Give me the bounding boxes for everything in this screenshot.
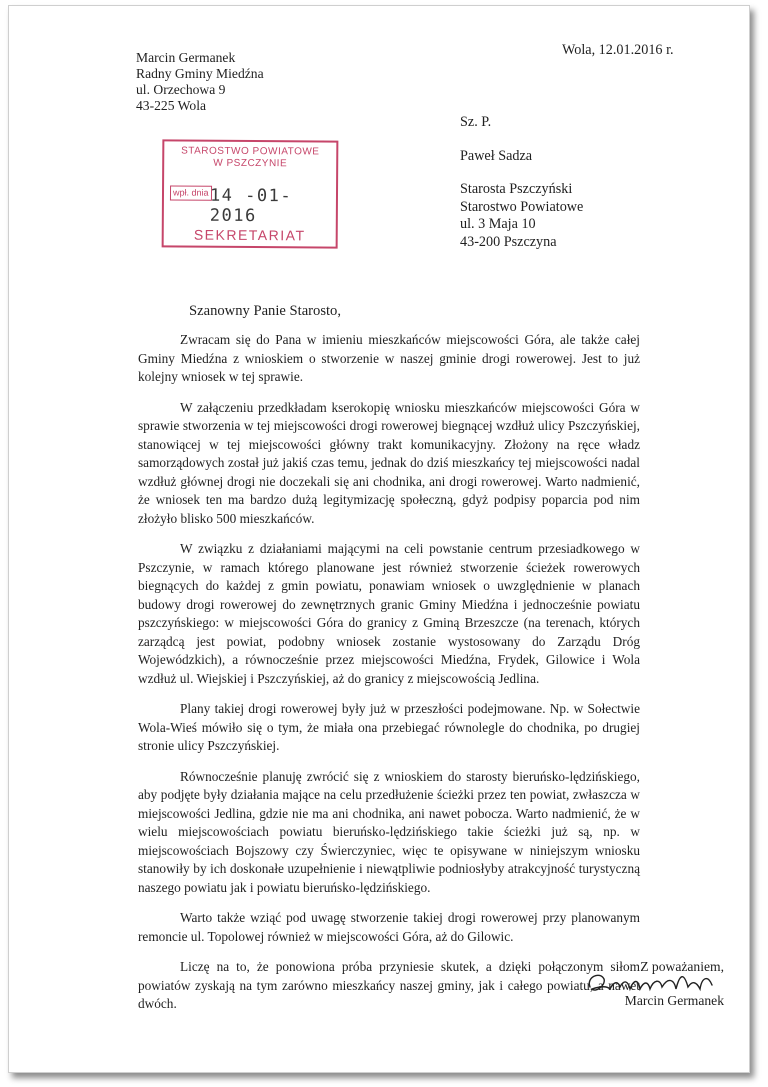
closing-phrase: Z poważaniem, — [640, 959, 724, 974]
stamp-received-date: 14 -01- 2016 — [209, 185, 293, 227]
stamp-line2: W PSZCZYNIE — [213, 157, 288, 170]
signature — [592, 975, 724, 993]
sender-block — [136, 50, 264, 114]
recipient-greeting: Sz. P. — [460, 114, 492, 130]
handwritten-signature-icon — [584, 967, 724, 1001]
stamp-line1: STAROSTWO POWIATOWE — [181, 145, 320, 158]
body-paragraph: Plany takiej drogi rowerowej były już w przeszłości podejmowane. Np. w Sołectwie Wola-Wieś mówiło się o tym, że miała ona przebiegać równolegle do chodnika, po drugiej stronie ulicy Pszczyńskiej. — [138, 701, 640, 753]
sender-name: Marcin Germanek — [136, 50, 236, 65]
body-paragraph: Zwracam się do Pana w imieniu mieszkańców miejscowości Góra, ale także całej Gminy Miedźna z wnioskiem o stworzenie w naszej gminie drogi rowerowej. Jest to już kolejny wniosek w tej sprawie. — [138, 332, 640, 384]
body-paragraph: Warto także wziąć pod uwagę stworzenie takiej drogi rowerowej przy planowanym remoncie ul. Topolowej również w miejscowości Góra, aż do Gilowic. — [138, 910, 640, 944]
stamp-received-label: wpł. dnia — [170, 185, 212, 200]
closing-block — [592, 959, 724, 1009]
sender-street: ul. Orzechowa 9 — [136, 82, 226, 97]
letter-body — [138, 331, 640, 1026]
recipient-role: Starosta Pszczyński — [460, 181, 573, 197]
signature-name: Marcin Germanek — [624, 993, 724, 1008]
recipient-city: 43-200 Pszczyna — [460, 233, 557, 250]
salutation: Szanowny Panie Starosto, — [189, 303, 342, 319]
body-paragraph: W związku z działaniami mającymi na celi powstanie centrum przesiadkowego w Pszczynie, w ramach którego planowane jest również stworzenie ścieżek rowerowych biegnących do każdej z gmin powiatu, ponawiam wniosek o uwzględnienie w planach budowy drogi rowerowej do zewnętrznych granic Gminy Miedźna i jednocześnie powiatu pszczyńskiego: w miejscowości Góra do granicy z Gminą Brzeszcze (na terenach, których zarządcą jest powiat, podobny wniosek zostanie wystosowany do Zarządu Dróg Wojewódzkich), a równocześnie przez miejscowości Miedźna, Frydek, Gilowice i Wola wzdłuż ul. Wiejskiej i Pszczyńskiej, aż do granicy z miejscowością Jedlina. — [138, 541, 640, 686]
sender-title: Radny Gminy Miedźna — [136, 66, 264, 81]
stamp-department: SEKRETARIAT — [193, 226, 306, 244]
sender-city: 43-225 Wola — [136, 98, 207, 113]
received-stamp — [162, 139, 339, 248]
body-paragraph: Liczę na to, że ponowiona próba przyniesie skutek, a dzięki połączonym siłom powiatów zyskają na tym zarówno mieszkańcy naszej gminy, jak i całego powiatu, a nawet dwóch. — [138, 959, 640, 1011]
recipient-office: Starostwo Powiatowe — [460, 198, 584, 215]
recipient-name: Paweł Sadza — [460, 147, 533, 164]
letter-date: Wola, 12.01.2016 r. — [562, 42, 674, 58]
stamp-header — [164, 145, 336, 170]
body-paragraph: Równocześnie planuję zwrócić się z wnioskiem do starosty bieruńsko-lędzińskiego, aby podjęte były działania mające na celu przedłużenie ścieżki przez ten powiat, zwłaszcza w miejscowości Jedlina, gdzie nie ma ani chodnika, ani nawet pobocza. Warto nadmienić, że w wielu miejscowościach powiatu bieruńsko-lędzińskiego takie ścieżki już są, np. w miejscowościach Bojszowy czy Świerczyniec, więc te opisywane w niniejszym wniosku stanowiły by ich doskonałe uzupełnienie i niewątpliwie podniosłyby atrakcyjność turystyczną naszego powiatu jak i powiatu bieruńsko-lędzińskiego. — [138, 768, 640, 895]
recipient-block — [460, 114, 583, 251]
recipient-street: ul. 3 Maja 10 — [460, 216, 536, 232]
letter-page — [8, 5, 750, 1073]
body-paragraph: W załączeniu przedkładam kserokopię wniosku mieszkańców miejscowości Góra w sprawie stworzenia w tej miejscowości drogi rowerowej biegnącej wzdłuż ulicy Pszczyńskiej, stanowiącej w tej miejscowości główny trakt komunikacyjny. Złożony na ręce władz samorządowych został już jakiś czas temu, jednak do dziś mieszkańcy tej miejscowości nadal wzdłuż głównej drogi nie doczekali się ani chodnika, ani drogi rowerowej. Warto nadmienić, że wniosek ten ma bardzo dużą legitymizację społeczną, gdyż podpisy poparcia pod nim złożyło blisko 500 mieszkańców. — [138, 399, 640, 526]
